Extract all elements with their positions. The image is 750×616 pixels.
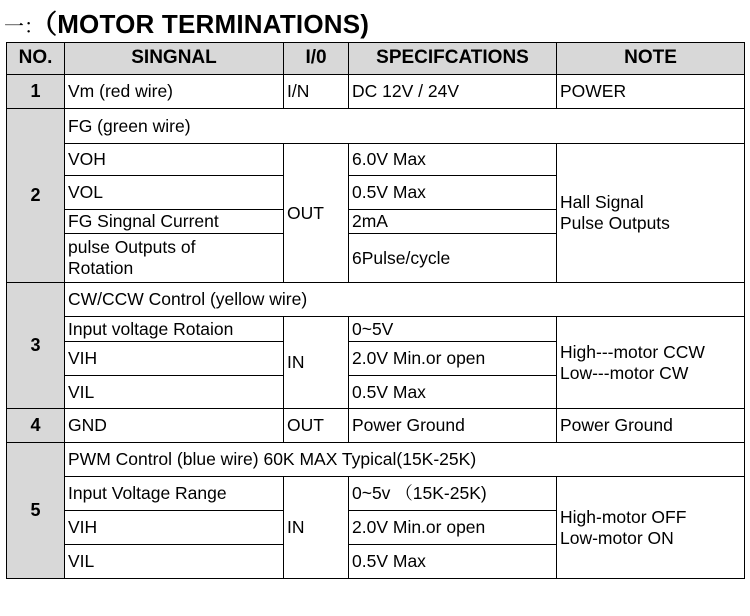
spec-cell: 0~5v （15K-25K) [349, 477, 557, 511]
note-cell: Power Ground [557, 409, 745, 443]
table-row [7, 75, 745, 109]
note-line: High-motor OFF [560, 506, 687, 527]
group-header-cell: CW/CCW Control (yellow wire) [65, 283, 745, 317]
spec-cell: 6.0V Max [349, 144, 557, 176]
group-header-cell: FG (green wire) [65, 109, 745, 144]
signal-cell: VIH [65, 342, 284, 376]
note-cell [557, 477, 745, 579]
note-cell [557, 317, 745, 409]
note-line: Pulse Outputs [560, 213, 670, 233]
io-cell: OUT [284, 409, 349, 443]
signal-cell [65, 234, 284, 283]
io-cell: IN [284, 477, 349, 579]
title-text: （MOTOR TERMINATIONS) [44, 9, 370, 39]
io-cell: OUT [284, 144, 349, 283]
signal-line: Rotation [68, 258, 134, 278]
title-prefix: 一： [4, 14, 44, 38]
note-line: High---motor CCW [560, 341, 705, 362]
table-row [7, 283, 745, 317]
signal-cell: Input Voltage Range [65, 477, 284, 511]
row-number: 4 [7, 409, 65, 443]
header-specifications: SPECIFCATIONS [349, 43, 557, 75]
spec-cell: 2mA [349, 210, 557, 234]
table-row [7, 477, 745, 511]
header-signal: SINGNAL [65, 43, 284, 75]
spec-cell: 0.5V Max [349, 376, 557, 409]
note-cell [557, 144, 745, 283]
spec-cell: 2.0V Min.or open [349, 342, 557, 376]
header-note: NOTE [557, 43, 745, 75]
spec-cell: 0~5V [349, 317, 557, 342]
row-number: 1 [7, 75, 65, 109]
signal-cell: VIH [65, 511, 284, 545]
row-number: 3 [7, 283, 65, 409]
table-row [7, 109, 745, 144]
spec-cell: 2.0V Min.or open [349, 511, 557, 545]
table-header-row [7, 43, 745, 75]
header-no: NO. [7, 43, 65, 75]
spec-cell: 0.5V Max [349, 176, 557, 210]
signal-line: pulse Outputs of [68, 237, 196, 257]
signal-cell: FG Singnal Current [65, 210, 284, 234]
signal-cell: Input voltage Rotaion [65, 317, 284, 342]
note-line: Low-motor ON [560, 527, 674, 548]
table-row [7, 409, 745, 443]
signal-cell: GND [65, 409, 284, 443]
table-row [7, 443, 745, 477]
signal-cell: VOL [65, 176, 284, 210]
spec-cell: 0.5V Max [349, 545, 557, 579]
note-line: Low---motor CW [560, 362, 689, 383]
table-row [7, 317, 745, 342]
signal-cell: VOH [65, 144, 284, 176]
row-number: 2 [7, 109, 65, 283]
page-title [4, 8, 369, 40]
spec-cell: DC 12V / 24V [349, 75, 557, 109]
motor-terminations-table [6, 42, 745, 579]
spec-cell: 6Pulse/cycle [349, 234, 557, 283]
table-row [7, 144, 745, 176]
signal-cell: Vm (red wire) [65, 75, 284, 109]
note-line: Hall Signal [560, 192, 644, 212]
io-cell: IN [284, 317, 349, 409]
group-header-cell: PWM Control (blue wire) 60K MAX Typical(15K-25K) [65, 443, 745, 477]
note-cell: POWER [557, 75, 745, 109]
io-cell: I/N [284, 75, 349, 109]
signal-cell: VIL [65, 545, 284, 579]
spec-cell: Power Ground [349, 409, 557, 443]
header-io: I/0 [284, 43, 349, 75]
signal-cell: VIL [65, 376, 284, 409]
row-number: 5 [7, 443, 65, 579]
